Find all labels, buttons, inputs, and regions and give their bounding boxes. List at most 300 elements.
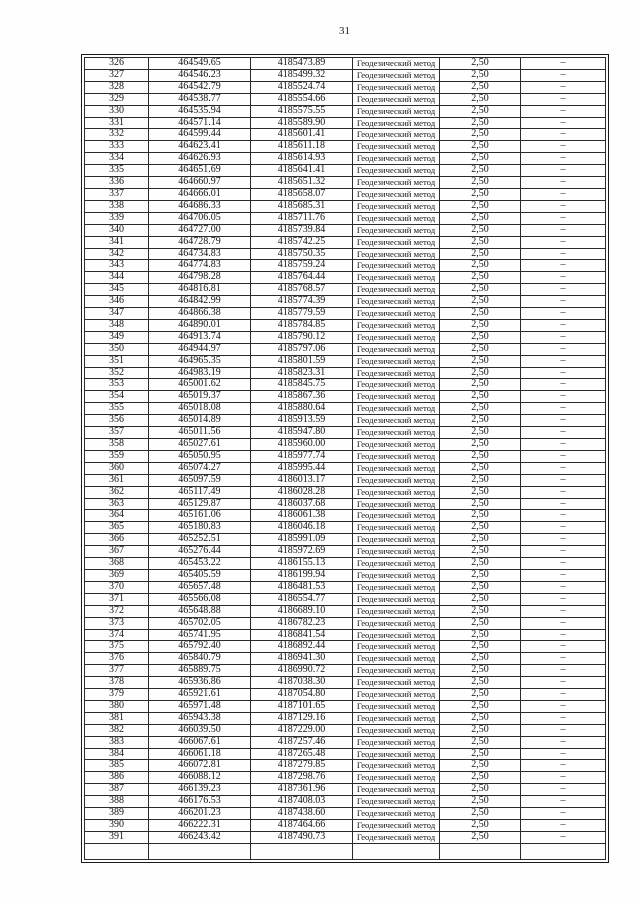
accuracy-cell: 2,50 (440, 629, 521, 641)
method-cell: Геодезический метод (353, 224, 440, 236)
method-cell: Геодезический метод (353, 593, 440, 605)
note-cell: – (521, 379, 606, 391)
point-number-cell: 348 (85, 319, 149, 331)
method-cell: Геодезический метод (353, 558, 440, 570)
point-number-cell: 380 (85, 700, 149, 712)
method-cell: Геодезический метод (353, 200, 440, 212)
method-cell: Геодезический метод (353, 248, 440, 260)
method-cell: Геодезический метод (353, 272, 440, 284)
note-cell: – (521, 331, 606, 343)
method-cell: Геодезический метод (353, 296, 440, 308)
y-coordinate-cell: 4186046.18 (251, 522, 353, 534)
y-coordinate-cell: 4186782.23 (251, 617, 353, 629)
x-coordinate-cell: 464666.01 (149, 188, 251, 200)
point-number-cell: 391 (85, 831, 149, 843)
x-coordinate-cell: 465019.37 (149, 391, 251, 403)
x-coordinate-cell: 465117.49 (149, 486, 251, 498)
note-cell: – (521, 736, 606, 748)
note-cell: – (521, 689, 606, 701)
table-row (85, 69, 606, 81)
y-coordinate-cell: 4185845.75 (251, 379, 353, 391)
point-number-cell: 389 (85, 808, 149, 820)
note-cell: – (521, 546, 606, 558)
accuracy-cell: 2,50 (440, 605, 521, 617)
table-row (85, 439, 606, 451)
y-coordinate-cell: 4185554.66 (251, 93, 353, 105)
table-row (85, 534, 606, 546)
note-cell: – (521, 581, 606, 593)
accuracy-cell: 2,50 (440, 581, 521, 593)
note-cell: – (521, 439, 606, 451)
note-cell (521, 843, 606, 859)
y-coordinate-cell: 4187361.96 (251, 784, 353, 796)
note-cell: – (521, 58, 606, 70)
point-number-cell: 378 (85, 677, 149, 689)
note-cell: – (521, 748, 606, 760)
point-number-cell: 340 (85, 224, 149, 236)
point-number-cell: 382 (85, 724, 149, 736)
point-number-cell: 377 (85, 665, 149, 677)
method-cell: Геодезический метод (353, 367, 440, 379)
accuracy-cell: 2,50 (440, 772, 521, 784)
method-cell: Геодезический метод (353, 641, 440, 653)
method-cell: Геодезический метод (353, 236, 440, 248)
x-coordinate-cell: 465657.48 (149, 581, 251, 593)
method-cell: Геодезический метод (353, 712, 440, 724)
accuracy-cell: 2,50 (440, 748, 521, 760)
table-row (85, 665, 606, 677)
x-coordinate-cell: 466139.23 (149, 784, 251, 796)
point-number-cell: 331 (85, 117, 149, 129)
point-number-cell: 376 (85, 653, 149, 665)
y-coordinate-cell: 4185768.57 (251, 284, 353, 296)
table-row (85, 93, 606, 105)
table-row (85, 188, 606, 200)
x-coordinate-cell: 465702.05 (149, 617, 251, 629)
method-cell: Геодезический метод (353, 403, 440, 415)
point-number-cell: 350 (85, 343, 149, 355)
x-coordinate-cell: 464651.69 (149, 165, 251, 177)
x-coordinate-cell: 465936.86 (149, 677, 251, 689)
y-coordinate-cell: 4186941.30 (251, 653, 353, 665)
table-row (85, 308, 606, 320)
y-coordinate-cell: 4185972.69 (251, 546, 353, 558)
point-number-cell: 328 (85, 81, 149, 93)
method-cell: Геодезический метод (353, 331, 440, 343)
y-coordinate-cell (251, 843, 353, 859)
x-coordinate-cell: 465001.62 (149, 379, 251, 391)
x-coordinate-cell: 465014.89 (149, 415, 251, 427)
y-coordinate-cell: 4186199.94 (251, 569, 353, 581)
y-coordinate-cell: 4185499.32 (251, 69, 353, 81)
method-cell: Геодезический метод (353, 58, 440, 70)
table-row (85, 724, 606, 736)
x-coordinate-cell: 466201.23 (149, 808, 251, 820)
table-row (85, 510, 606, 522)
method-cell: Геодезический метод (353, 319, 440, 331)
point-number-cell: 326 (85, 58, 149, 70)
point-number-cell: 332 (85, 129, 149, 141)
accuracy-cell: 2,50 (440, 117, 521, 129)
note-cell: – (521, 522, 606, 534)
accuracy-cell: 2,50 (440, 510, 521, 522)
x-coordinate-cell: 465943.38 (149, 712, 251, 724)
note-cell: – (521, 498, 606, 510)
point-number-cell: 386 (85, 772, 149, 784)
x-coordinate-cell: 465252.51 (149, 534, 251, 546)
method-cell: Геодезический метод (353, 820, 440, 832)
note-cell: – (521, 212, 606, 224)
table-row (85, 474, 606, 486)
x-coordinate-cell: 465405.59 (149, 569, 251, 581)
y-coordinate-cell: 4187054.80 (251, 689, 353, 701)
x-coordinate-cell: 465971.48 (149, 700, 251, 712)
point-number-cell: 362 (85, 486, 149, 498)
y-coordinate-cell: 4186013.17 (251, 474, 353, 486)
y-coordinate-cell: 4186061.38 (251, 510, 353, 522)
y-coordinate-cell: 4185641.41 (251, 165, 353, 177)
table-row (85, 653, 606, 665)
note-cell: – (521, 796, 606, 808)
accuracy-cell: 2,50 (440, 272, 521, 284)
note-cell: – (521, 200, 606, 212)
point-number-cell: 338 (85, 200, 149, 212)
point-number-cell: 333 (85, 141, 149, 153)
method-cell: Геодезический метод (353, 474, 440, 486)
y-coordinate-cell: 4185977.74 (251, 450, 353, 462)
x-coordinate-cell: 465648.88 (149, 605, 251, 617)
accuracy-cell: 2,50 (440, 403, 521, 415)
point-number-cell: 351 (85, 355, 149, 367)
note-cell: – (521, 260, 606, 272)
note-cell: – (521, 284, 606, 296)
note-cell: – (521, 391, 606, 403)
table-row (85, 546, 606, 558)
y-coordinate-cell: 4185759.24 (251, 260, 353, 272)
accuracy-cell: 2,50 (440, 820, 521, 832)
note-cell: – (521, 641, 606, 653)
method-cell: Геодезический метод (353, 808, 440, 820)
method-cell: Геодезический метод (353, 498, 440, 510)
point-number-cell: 356 (85, 415, 149, 427)
accuracy-cell: 2,50 (440, 284, 521, 296)
accuracy-cell: 2,50 (440, 760, 521, 772)
method-cell: Геодезический метод (353, 522, 440, 534)
table-row (85, 748, 606, 760)
y-coordinate-cell: 4185991.09 (251, 534, 353, 546)
note-cell: – (521, 248, 606, 260)
method-cell: Геодезический метод (353, 534, 440, 546)
method-cell: Геодезический метод (353, 391, 440, 403)
method-cell: Геодезический метод (353, 689, 440, 701)
x-coordinate-cell: 464842.99 (149, 296, 251, 308)
note-cell: – (521, 569, 606, 581)
accuracy-cell: 2,50 (440, 331, 521, 343)
x-coordinate-cell: 464965.35 (149, 355, 251, 367)
accuracy-cell: 2,50 (440, 236, 521, 248)
y-coordinate-cell: 4187101.65 (251, 700, 353, 712)
table-row (85, 141, 606, 153)
table-row (85, 820, 606, 832)
y-coordinate-cell: 4185867.36 (251, 391, 353, 403)
method-cell: Геодезический метод (353, 510, 440, 522)
table-row (85, 462, 606, 474)
accuracy-cell: 2,50 (440, 534, 521, 546)
point-number-cell: 379 (85, 689, 149, 701)
accuracy-cell: 2,50 (440, 474, 521, 486)
table-row (85, 617, 606, 629)
table-row (85, 605, 606, 617)
x-coordinate-cell: 465889.75 (149, 665, 251, 677)
x-coordinate-cell: 464626.93 (149, 153, 251, 165)
method-cell: Геодезический метод (353, 581, 440, 593)
method-cell: Геодезический метод (353, 486, 440, 498)
accuracy-cell: 2,50 (440, 177, 521, 189)
note-cell: – (521, 772, 606, 784)
table-row (85, 808, 606, 820)
y-coordinate-cell: 4185774.39 (251, 296, 353, 308)
accuracy-cell: 2,50 (440, 319, 521, 331)
note-cell: – (521, 808, 606, 820)
x-coordinate-cell: 464706.05 (149, 212, 251, 224)
table-row (85, 284, 606, 296)
x-coordinate-cell: 464599.44 (149, 129, 251, 141)
table-row (85, 784, 606, 796)
x-coordinate-cell: 466088.12 (149, 772, 251, 784)
x-coordinate-cell: 464535.94 (149, 105, 251, 117)
x-coordinate-cell: 466243.42 (149, 831, 251, 843)
note-cell: – (521, 69, 606, 81)
method-cell: Геодезический метод (353, 439, 440, 451)
x-coordinate-cell: 465566.08 (149, 593, 251, 605)
table-row (85, 58, 606, 70)
y-coordinate-cell: 4185711.76 (251, 212, 353, 224)
method-cell: Геодезический метод (353, 427, 440, 439)
y-coordinate-cell: 4185913.59 (251, 415, 353, 427)
y-coordinate-cell: 4185880.64 (251, 403, 353, 415)
accuracy-cell: 2,50 (440, 593, 521, 605)
table-row (85, 272, 606, 284)
y-coordinate-cell: 4187408.03 (251, 796, 353, 808)
accuracy-cell: 2,50 (440, 712, 521, 724)
accuracy-cell: 2,50 (440, 212, 521, 224)
x-coordinate-cell (149, 843, 251, 859)
method-cell: Геодезический метод (353, 343, 440, 355)
x-coordinate-cell: 464660.97 (149, 177, 251, 189)
x-coordinate-cell: 465018.08 (149, 403, 251, 415)
coordinates-table-body (85, 58, 606, 860)
note-cell: – (521, 272, 606, 284)
point-number-cell: 335 (85, 165, 149, 177)
note-cell: – (521, 677, 606, 689)
method-cell: Геодезический метод (353, 796, 440, 808)
y-coordinate-cell: 4187298.76 (251, 772, 353, 784)
y-coordinate-cell: 4186892.44 (251, 641, 353, 653)
y-coordinate-cell: 4186481.53 (251, 581, 353, 593)
point-number-cell: 329 (85, 93, 149, 105)
point-number-cell: 365 (85, 522, 149, 534)
accuracy-cell: 2,50 (440, 498, 521, 510)
x-coordinate-cell: 464538.77 (149, 93, 251, 105)
note-cell: – (521, 308, 606, 320)
point-number-cell: 327 (85, 69, 149, 81)
method-cell: Геодезический метод (353, 153, 440, 165)
method-cell: Геодезический метод (353, 177, 440, 189)
x-coordinate-cell: 464913.74 (149, 331, 251, 343)
accuracy-cell: 2,50 (440, 379, 521, 391)
point-number-cell: 341 (85, 236, 149, 248)
note-cell: – (521, 403, 606, 415)
y-coordinate-cell: 4185779.59 (251, 308, 353, 320)
table-row (85, 177, 606, 189)
method-cell: Геодезический метод (353, 188, 440, 200)
point-number-cell: 384 (85, 748, 149, 760)
x-coordinate-cell: 464944.97 (149, 343, 251, 355)
x-coordinate-cell: 464571.14 (149, 117, 251, 129)
table-row (85, 153, 606, 165)
accuracy-cell: 2,50 (440, 81, 521, 93)
method-cell: Геодезический метод (353, 165, 440, 177)
method-cell: Геодезический метод (353, 724, 440, 736)
x-coordinate-cell: 465792.40 (149, 641, 251, 653)
note-cell: – (521, 177, 606, 189)
x-coordinate-cell: 465453.22 (149, 558, 251, 570)
table-row (85, 319, 606, 331)
x-coordinate-cell: 465074.27 (149, 462, 251, 474)
point-number-cell: 370 (85, 581, 149, 593)
method-cell: Геодезический метод (353, 355, 440, 367)
table-row (85, 224, 606, 236)
x-coordinate-cell: 464623.41 (149, 141, 251, 153)
y-coordinate-cell: 4186028.28 (251, 486, 353, 498)
x-coordinate-cell: 465050.95 (149, 450, 251, 462)
method-cell: Геодезический метод (353, 629, 440, 641)
note-cell: – (521, 510, 606, 522)
accuracy-cell: 2,50 (440, 796, 521, 808)
point-number-cell (85, 843, 149, 859)
x-coordinate-cell: 464890.01 (149, 319, 251, 331)
x-coordinate-cell: 464734.83 (149, 248, 251, 260)
accuracy-cell: 2,50 (440, 736, 521, 748)
accuracy-cell: 2,50 (440, 689, 521, 701)
method-cell: Геодезический метод (353, 546, 440, 558)
x-coordinate-cell: 464542.79 (149, 81, 251, 93)
note-cell: – (521, 760, 606, 772)
method-cell: Геодезический метод (353, 450, 440, 462)
table-row (85, 403, 606, 415)
y-coordinate-cell: 4185790.12 (251, 331, 353, 343)
point-number-cell: 343 (85, 260, 149, 272)
point-number-cell: 334 (85, 153, 149, 165)
method-cell: Геодезический метод (353, 260, 440, 272)
accuracy-cell: 2,50 (440, 546, 521, 558)
y-coordinate-cell: 4185589.90 (251, 117, 353, 129)
method-cell: Геодезический метод (353, 605, 440, 617)
x-coordinate-cell: 464549.65 (149, 58, 251, 70)
accuracy-cell: 2,50 (440, 808, 521, 820)
x-coordinate-cell: 466039.50 (149, 724, 251, 736)
table-row (85, 379, 606, 391)
table-row (85, 105, 606, 117)
x-coordinate-cell: 465011.56 (149, 427, 251, 439)
accuracy-cell: 2,50 (440, 439, 521, 451)
table-row (85, 117, 606, 129)
point-number-cell: 390 (85, 820, 149, 832)
method-cell: Геодезический метод (353, 700, 440, 712)
method-cell (353, 843, 440, 859)
method-cell: Геодезический метод (353, 141, 440, 153)
table-row (85, 450, 606, 462)
accuracy-cell: 2,50 (440, 522, 521, 534)
note-cell: – (521, 700, 606, 712)
accuracy-cell: 2,50 (440, 141, 521, 153)
note-cell: – (521, 296, 606, 308)
accuracy-cell: 2,50 (440, 653, 521, 665)
method-cell: Геодезический метод (353, 569, 440, 581)
method-cell: Геодезический метод (353, 212, 440, 224)
table-row (85, 641, 606, 653)
point-number-cell: 336 (85, 177, 149, 189)
x-coordinate-cell: 465129.87 (149, 498, 251, 510)
table-row (85, 760, 606, 772)
accuracy-cell: 2,50 (440, 343, 521, 355)
point-number-cell: 355 (85, 403, 149, 415)
method-cell: Геодезический метод (353, 736, 440, 748)
point-number-cell: 357 (85, 427, 149, 439)
table-row (85, 581, 606, 593)
method-cell: Геодезический метод (353, 129, 440, 141)
y-coordinate-cell: 4185614.93 (251, 153, 353, 165)
accuracy-cell: 2,50 (440, 105, 521, 117)
y-coordinate-cell: 4187038.30 (251, 677, 353, 689)
accuracy-cell: 2,50 (440, 260, 521, 272)
y-coordinate-cell: 4185801.59 (251, 355, 353, 367)
note-cell: – (521, 629, 606, 641)
accuracy-cell: 2,50 (440, 641, 521, 653)
method-cell: Геодезический метод (353, 784, 440, 796)
accuracy-cell: 2,50 (440, 569, 521, 581)
table-row (85, 796, 606, 808)
accuracy-cell: 2,50 (440, 415, 521, 427)
note-cell: – (521, 462, 606, 474)
note-cell: – (521, 129, 606, 141)
method-cell: Геодезический метод (353, 415, 440, 427)
accuracy-cell: 2,50 (440, 69, 521, 81)
note-cell: – (521, 724, 606, 736)
y-coordinate-cell: 4187129.16 (251, 712, 353, 724)
table-row (85, 165, 606, 177)
y-coordinate-cell: 4186155.13 (251, 558, 353, 570)
x-coordinate-cell: 465840.79 (149, 653, 251, 665)
y-coordinate-cell: 4185601.41 (251, 129, 353, 141)
note-cell: – (521, 188, 606, 200)
note-cell: – (521, 165, 606, 177)
table-row (85, 296, 606, 308)
y-coordinate-cell: 4185797.06 (251, 343, 353, 355)
x-coordinate-cell: 466067.61 (149, 736, 251, 748)
accuracy-cell: 2,50 (440, 367, 521, 379)
y-coordinate-cell: 4185611.18 (251, 141, 353, 153)
point-number-cell: 385 (85, 760, 149, 772)
table-row (85, 498, 606, 510)
point-number-cell: 342 (85, 248, 149, 260)
x-coordinate-cell: 465097.59 (149, 474, 251, 486)
x-coordinate-cell: 464798.28 (149, 272, 251, 284)
table-row (85, 200, 606, 212)
point-number-cell: 387 (85, 784, 149, 796)
y-coordinate-cell: 4187464.66 (251, 820, 353, 832)
method-cell: Геодезический метод (353, 379, 440, 391)
